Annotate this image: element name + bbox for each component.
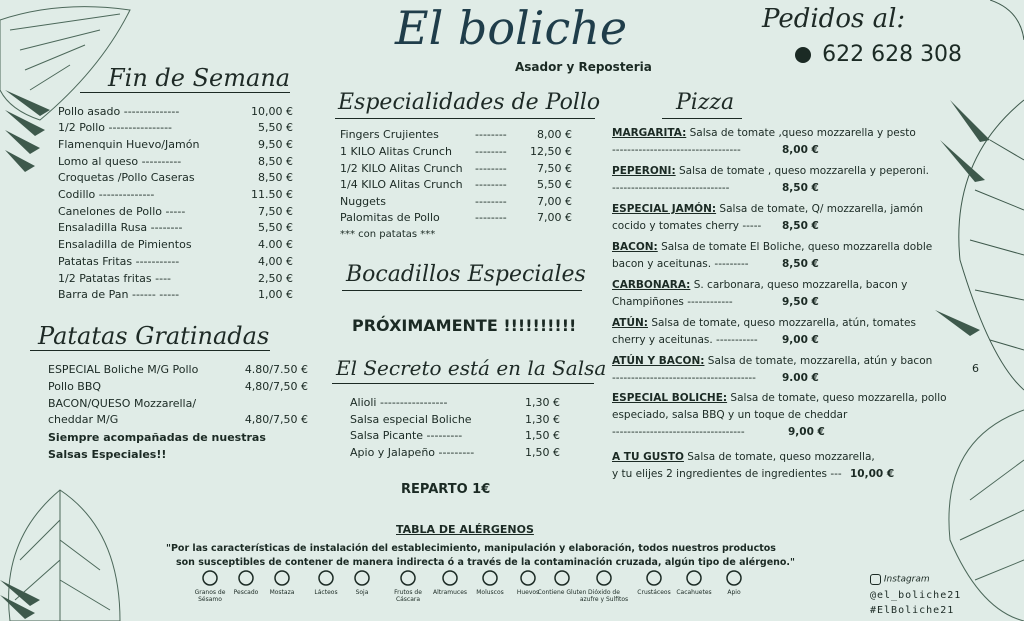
pizza-item	[612, 202, 932, 233]
weekend-item-price: 4,00 €	[258, 255, 293, 268]
pizza-item-name: BACON:	[612, 241, 658, 253]
weekend-item-price: 5,50 €	[258, 221, 293, 234]
salsa-item-name: Salsa Picante ---------	[350, 429, 463, 442]
bocadillos-coming-soon: PRÓXIMAMENTE !!!!!!!!!!	[352, 316, 577, 335]
pizza-item	[612, 316, 932, 347]
weekend-item-name: Barra de Pan ------ -----	[58, 288, 180, 301]
pizza-item-price: 9,50 €	[782, 296, 819, 308]
crustacean-icon	[645, 569, 663, 587]
weekend-item-name: Codillo --------------	[58, 188, 155, 201]
instagram-row	[870, 574, 930, 585]
weekend-item	[58, 272, 293, 286]
allergen-label: Contiene Gluten	[537, 589, 587, 596]
pizza-item-line	[612, 354, 932, 368]
chicken-item-price: 8,00 €	[537, 128, 572, 141]
pizza-item-line-2	[612, 143, 932, 157]
weekend-item-price: 7,50 €	[258, 205, 293, 218]
weekend-item	[58, 288, 293, 302]
weekend-item	[58, 238, 293, 252]
chicken-title-underline	[335, 118, 595, 119]
chicken-item-name: 1/2 KILO Alitas Crunch	[340, 162, 463, 175]
chicken-item-name: Fingers Crujientes	[340, 128, 439, 141]
weekend-item	[58, 138, 293, 152]
mustard-icon	[273, 569, 291, 587]
pizza-item-name: PEPERONI:	[612, 165, 676, 177]
pizza-item-desc: S. carbonara, queso mozzarella, bacon y	[690, 279, 908, 291]
allergen-label: Frutos de Cáscara	[394, 589, 422, 603]
weekend-item	[58, 121, 293, 135]
salsa-item-name: Apio y Jalapeño ---------	[350, 446, 475, 459]
weekend-item-name: Pollo asado --------------	[58, 105, 180, 118]
mollusc-icon	[481, 569, 499, 587]
salsa-item-name: Alioli -----------------	[350, 396, 448, 409]
salsa-item-name: Salsa especial Boliche	[350, 413, 472, 426]
pizza-item	[612, 278, 932, 309]
chicken-item-price: 12,50 €	[530, 145, 572, 158]
pizza-item-desc: Salsa de tomate , queso mozzarella y peperoni.	[675, 165, 930, 177]
weekend-item-price: 11.50 €	[251, 188, 293, 201]
pizza-item-line2-text: bacon y aceitunas. ---------	[612, 258, 749, 270]
salsa-item-price: 1,50 €	[525, 429, 560, 442]
pizza-item-line-2	[612, 295, 932, 309]
pizza-title-underline	[662, 118, 742, 119]
chicken-item	[340, 128, 572, 142]
salsa-item-price: 1,50 €	[525, 446, 560, 459]
peanut-icon	[685, 569, 703, 587]
weekend-item-price: 9,50 €	[258, 138, 293, 151]
pizza-item-line2-text: ----------------------------------	[612, 144, 741, 156]
salsa-item	[350, 429, 560, 443]
allergens-text-1: "Por las características de instalación del establecimiento, manipulación y elaboración, todos nuestros productos	[166, 543, 776, 554]
pizza-item-desc: Salsa de tomate, queso mozzarella,	[683, 451, 875, 463]
gratinadas-item	[48, 363, 308, 377]
salsa-item	[350, 446, 560, 460]
pizza-item-name: MARGARITA:	[612, 127, 687, 139]
weekend-item-price: 8,50 €	[258, 171, 293, 184]
bocadillos-title: Bocadillos Especiales	[346, 262, 586, 287]
weekend-item-price: 1,00 €	[258, 288, 293, 301]
nuts-icon	[399, 569, 417, 587]
pizza-item-desc: Salsa de tomate, queso mozzarella, atún, tomates	[648, 317, 916, 329]
pizza-item-line	[612, 450, 932, 464]
weekend-title: Fin de Semana	[108, 64, 291, 92]
weekend-item-price: 8,50 €	[258, 155, 293, 168]
weekend-item	[58, 205, 293, 219]
sulphite-icon	[595, 569, 613, 587]
pizza-item-name: ATÚN:	[612, 317, 648, 329]
pizza-item-line-2	[612, 219, 932, 233]
weekend-item-name: Ensaladilla de Pimientos	[58, 238, 192, 251]
chicken-item-price: 7,00 €	[537, 195, 572, 208]
chicken-title: Especialidades de Pollo	[338, 90, 601, 115]
salsa-item-price: 1,30 €	[525, 396, 560, 409]
pizza-item-line	[612, 278, 932, 292]
pizza-item	[612, 126, 932, 157]
gratinadas-title: Patatas Gratinadas	[38, 322, 270, 350]
allergen-label: Mostaza	[269, 589, 295, 596]
pizza-item	[612, 354, 932, 385]
pizza-item-price: 9,00 €	[788, 426, 825, 438]
monstera-leaf-right-decoration	[930, 80, 1024, 400]
gratinadas-note-2: Salsas Especiales!!	[48, 448, 167, 461]
fish-icon	[237, 569, 255, 587]
page-number: 6	[972, 362, 979, 375]
allergens-text-2: son susceptibles de contener de manera indirecta ó a través de la contaminación cruzada, algún tipo de alérgeno."	[176, 557, 795, 568]
gratinadas-item-price: 4,80/7,50 €	[244, 413, 308, 426]
pizza-item-name: ATÚN Y BACON:	[612, 355, 705, 367]
weekend-item-name: 1/2 Patatas fritas ----	[58, 272, 172, 285]
leaf-top-right-decoration	[990, 0, 1024, 40]
weekend-item-name: Lomo al queso ----------	[58, 155, 182, 168]
bocadillos-title-underline	[342, 290, 582, 291]
pizza-item-line2-text: -------------------------------	[612, 182, 730, 194]
chicken-item-name: Palomitas de Pollo	[340, 211, 440, 224]
allergen-label: Crustáceos	[637, 589, 671, 596]
sesame-icon	[201, 569, 219, 587]
chicken-item-name: Nuggets	[340, 195, 386, 208]
chicken-item-price: 7,50 €	[537, 162, 572, 175]
chicken-item-name: 1 KILO Alitas Crunch	[340, 145, 452, 158]
weekend-item	[58, 105, 293, 119]
instagram-label: Instagram	[883, 574, 930, 585]
salsas-title-underline	[332, 383, 594, 384]
weekend-item-price: 5,50 €	[258, 121, 293, 134]
pizza-item-price: 8,50 €	[782, 258, 819, 270]
chicken-item-dashes: --------	[475, 178, 507, 191]
chicken-item-price: 7,00 €	[537, 211, 572, 224]
allergen-label: Moluscos	[476, 589, 504, 596]
allergen-label: Apio	[727, 589, 741, 596]
celery-icon	[725, 569, 743, 587]
pizza-item-desc: Salsa de tomate, Q/ mozzarella, jamón	[716, 203, 924, 215]
pizza-item-price: 8,50 €	[782, 182, 819, 194]
gratinadas-item-price: 4.80/7.50 €	[244, 363, 308, 376]
pizza-item-line2-text: Champiñones ------------	[612, 296, 733, 308]
weekend-item-name: 1/2 Pollo ----------------	[58, 121, 173, 134]
weekend-item	[58, 155, 293, 169]
pizza-item-price: 8,00 €	[782, 144, 819, 156]
pizza-item-line2-text: --------------------------------------	[612, 372, 756, 384]
allergen-label: Pescado	[233, 589, 259, 596]
pizza-item-line	[612, 391, 947, 405]
chicken-item-name: 1/4 KILO Alitas Crunch	[340, 178, 463, 191]
pizza-item-line	[612, 316, 932, 330]
weekend-item-price: 4.00 €	[258, 238, 293, 251]
phone-row	[795, 42, 962, 67]
pizza-item-line2-text: y tu elijes 2 ingredientes de ingredientes ---	[612, 468, 842, 480]
chicken-item	[340, 211, 572, 225]
pizza-item	[612, 164, 932, 195]
pizza-item-line-3	[612, 425, 932, 439]
brand-title: El boliche	[395, 1, 628, 55]
instagram-handle[interactable]: @el_boliche21	[870, 590, 962, 601]
weekend-item	[58, 188, 293, 202]
pizza-item-desc: Salsa de tomate, queso mozzarella, pollo	[727, 392, 947, 404]
pizza-item-name: ESPECIAL BOLICHE:	[612, 392, 728, 404]
chicken-item-dashes: --------	[475, 195, 507, 208]
pizza-item-line2-text: cocido y tomates cherry -----	[612, 220, 762, 232]
gratinadas-item-name: cheddar M/G	[48, 413, 119, 426]
chicken-item	[340, 162, 572, 176]
pizza-item	[612, 450, 932, 481]
chicken-item	[340, 195, 572, 209]
chicken-item	[340, 145, 572, 159]
allergens-title: TABLA DE ALÉRGENOS	[396, 523, 534, 536]
pizza-item-price: 9,00 €	[782, 334, 819, 346]
chicken-item-dashes: --------	[475, 128, 507, 141]
soy-icon	[353, 569, 371, 587]
pizza-item-line3-text: -----------------------------------	[612, 426, 745, 438]
instagram-hashtag: #ElBoliche21	[870, 605, 955, 616]
weekend-item-name: Flamenquin Huevo/Jamón	[58, 138, 200, 151]
lupin-icon	[441, 569, 459, 587]
pizza-item-price: 9.00 €	[782, 372, 819, 384]
allergen-label: Dióxido de azufre y Sulfitos	[579, 589, 629, 603]
gratinadas-item	[48, 380, 308, 394]
allergen-label: Huevos	[516, 589, 540, 596]
milk-icon	[317, 569, 335, 587]
pizza-item-price: 10,00 €	[850, 468, 895, 480]
weekend-item-price: 2,50 €	[258, 272, 293, 285]
pizza-item-line2-text: especiado, salsa BBQ y un toque de cheddar	[612, 409, 848, 421]
allergen-item	[578, 569, 630, 603]
gratinadas-item	[48, 397, 308, 411]
pizza-title: Pizza	[676, 90, 735, 115]
pizza-item-line-2	[612, 181, 932, 195]
gratinadas-title-underline	[30, 350, 270, 351]
pizza-item-line-2	[612, 257, 932, 271]
brand-subtitle: Asador y Reposteria	[515, 60, 652, 74]
allergen-label: Altramuces	[432, 589, 468, 596]
weekend-title-underline	[80, 92, 290, 93]
chicken-item-dashes: --------	[475, 162, 507, 175]
weekend-item	[58, 171, 293, 185]
monstera-leaf-bottom-left-decoration	[0, 480, 130, 621]
pizza-item-line-2	[612, 371, 932, 385]
allergen-label: Granos de Sésamo	[194, 589, 226, 603]
chicken-item-dashes: --------	[475, 145, 507, 158]
instagram-icon	[870, 574, 881, 585]
chicken-item-price: 5,50 €	[537, 178, 572, 191]
allergen-item	[336, 569, 388, 596]
salsa-item	[350, 396, 560, 410]
pizza-item	[612, 391, 947, 439]
weekend-item-name: Ensaladilla Rusa --------	[58, 221, 183, 234]
pizza-item-name: A TU GUSTO	[612, 451, 684, 463]
monstera-leaf-bottom-right-decoration	[930, 400, 1024, 621]
gratinadas-item-name: ESPECIAL Boliche M/G Pollo	[48, 363, 199, 376]
whatsapp-icon	[795, 47, 811, 63]
pizza-item-line	[612, 164, 932, 178]
gratinadas-item	[48, 413, 308, 427]
pizza-item-name: CARBONARA:	[612, 279, 691, 291]
fern-leaf-left-decoration	[0, 80, 60, 200]
phone-number[interactable]: 622 628 308	[822, 42, 963, 67]
egg-icon	[519, 569, 537, 587]
orders-label: Pedidos al:	[762, 4, 906, 34]
allergen-label: Soja	[355, 589, 369, 596]
chicken-item	[340, 178, 572, 192]
weekend-item-name: Croquetas /Pollo Caseras	[58, 171, 195, 184]
pizza-item-desc: Salsa de tomate El Boliche, queso mozzarella doble	[657, 241, 933, 253]
weekend-item-price: 10,00 €	[251, 105, 293, 118]
pizza-item-line-2	[612, 333, 932, 347]
weekend-item-name: Canelones de Pollo -----	[58, 205, 186, 218]
allergen-label: Lácteos	[314, 589, 338, 596]
gratinadas-item-price: 4,80/7,50 €	[244, 380, 308, 393]
salsas-title: El Secreto está en la Salsa	[336, 356, 607, 380]
pizza-item-line	[612, 240, 932, 254]
chicken-note: *** con patatas ***	[340, 229, 436, 240]
allergen-label: Cacahuetes	[676, 589, 712, 596]
pizza-item-desc: Salsa de tomate ,queso mozzarella y pesto	[686, 127, 916, 139]
pizza-item-name: ESPECIAL JAMÓN:	[612, 203, 717, 215]
chicken-item-dashes: --------	[475, 211, 507, 224]
pizza-item-line	[612, 202, 932, 216]
salsa-item-price: 1,30 €	[525, 413, 560, 426]
salsa-item	[350, 413, 560, 427]
weekend-item-name: Patatas Fritas -----------	[58, 255, 180, 268]
pizza-item-desc: Salsa de tomate, mozzarella, atún y bacon	[704, 355, 933, 367]
weekend-item	[58, 255, 293, 269]
pizza-item-line	[612, 126, 932, 140]
pizza-item-line2-text: cherry y aceitunas. -----------	[612, 334, 758, 346]
gluten-icon	[553, 569, 571, 587]
pizza-item-line-2	[612, 408, 932, 422]
gratinadas-item-name: Pollo BBQ	[48, 380, 102, 393]
gratinadas-note-1: Siempre acompañadas de nuestras	[48, 431, 266, 444]
pizza-item	[612, 240, 932, 271]
allergen-item	[708, 569, 760, 596]
gratinadas-item-name: BACON/QUESO Mozzarella/	[48, 397, 197, 410]
weekend-item	[58, 221, 293, 235]
delivery-price: REPARTO 1€	[401, 482, 491, 497]
pizza-item-price: 8,50 €	[782, 220, 819, 232]
